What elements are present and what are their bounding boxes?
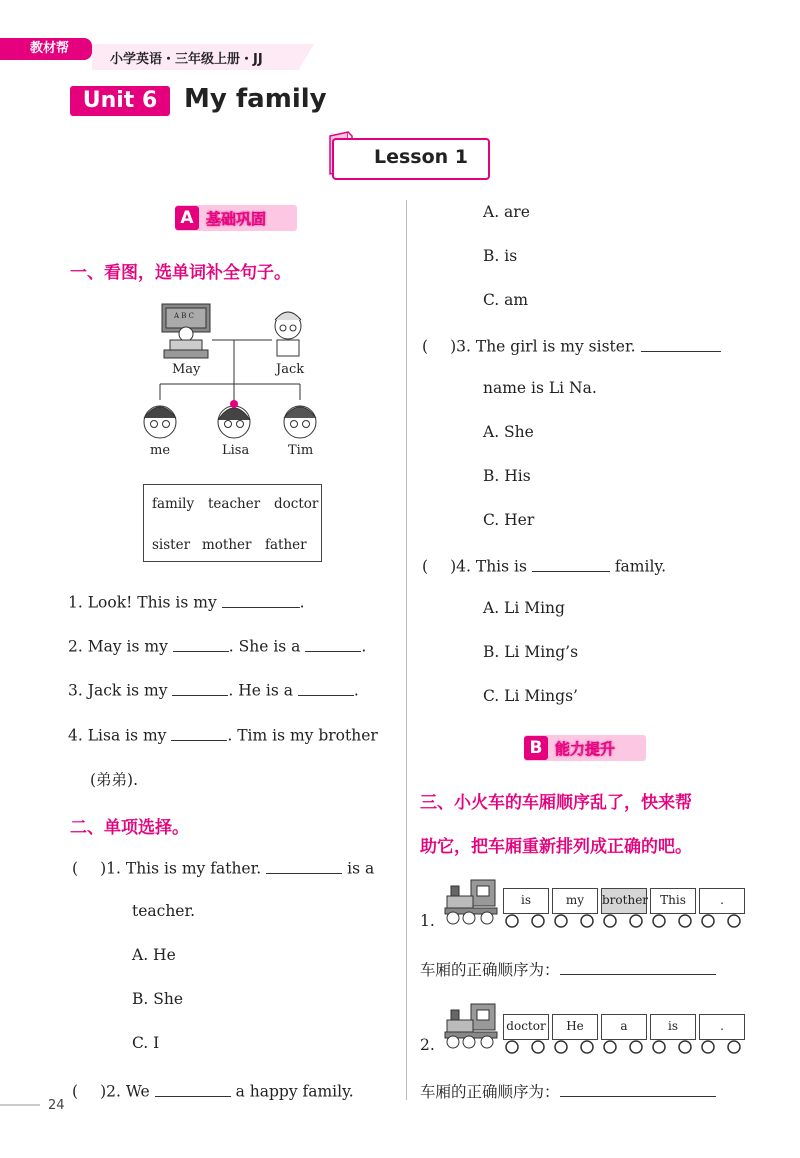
section-a-letter: A	[175, 206, 199, 230]
train-1-answer: 车厢的正确顺序为：	[420, 958, 716, 980]
label-tim: Tim	[288, 443, 314, 458]
train-2-number: 2.	[420, 1036, 435, 1054]
answer-blank[interactable]	[532, 555, 610, 572]
p1-question-3: 3. Jack is my . He is a .	[68, 679, 359, 700]
section-a-label: 基础巩固	[206, 210, 267, 228]
train-car[interactable]: brother	[601, 888, 647, 914]
answer-blank[interactable]	[173, 635, 229, 652]
option[interactable]: A. He	[132, 946, 176, 964]
option[interactable]: B. His	[483, 467, 531, 485]
column-divider	[406, 200, 407, 1100]
locomotive-icon	[443, 1002, 499, 1050]
option[interactable]: B. She	[132, 990, 184, 1008]
board-text: A B C	[174, 312, 195, 320]
answer-paren[interactable]	[78, 1081, 100, 1097]
word: teacher	[208, 496, 261, 512]
train-wheels	[500, 1038, 750, 1056]
word: sister	[152, 537, 191, 553]
option[interactable]: C. Li Mings’	[483, 687, 578, 705]
answer-blank[interactable]	[266, 857, 342, 874]
train-car[interactable]: This	[650, 888, 696, 914]
train-car[interactable]: He	[552, 1014, 598, 1040]
locomotive-icon	[443, 878, 499, 926]
answer-blank[interactable]	[305, 635, 361, 652]
option[interactable]: C. am	[483, 291, 529, 309]
p2-question-3: ( )3. The girl is my sister.	[422, 335, 721, 356]
answer-blank[interactable]	[560, 1081, 716, 1098]
answer-blank[interactable]	[155, 1080, 231, 1097]
option[interactable]: C. I	[132, 1034, 160, 1052]
part3-heading-line1: 三、小火车的车厢顺序乱了，快来帮	[420, 793, 692, 813]
p1-question-4: 4. Lisa is my . Tim is my brother	[68, 724, 378, 745]
part2-heading: 二、单项选择。	[70, 818, 189, 838]
p2-question-3-cont: name is Li Na.	[483, 379, 597, 397]
answer-blank[interactable]	[222, 591, 300, 608]
answer-blank[interactable]	[641, 335, 721, 352]
p2-question-2: ( )2. We a happy family.	[72, 1080, 354, 1101]
train-car[interactable]: is	[650, 1014, 696, 1040]
p1-question-2: 2. May is my . She is a .	[68, 635, 366, 656]
page-number: 24	[48, 1098, 65, 1113]
train-car[interactable]: is	[503, 888, 549, 914]
word: family	[152, 496, 195, 512]
label-me: me	[150, 443, 171, 458]
section-b-letter: B	[524, 736, 548, 760]
train-wheels	[500, 912, 750, 930]
label-may: May	[172, 362, 201, 377]
option[interactable]: B. is	[483, 247, 518, 265]
train-car[interactable]: a	[601, 1014, 647, 1040]
p2-question-4: ( )4. This is family.	[422, 555, 666, 576]
unit-badge: Unit 6	[70, 86, 170, 116]
p2-question-1: ( )1. This is my father. is a	[72, 857, 374, 878]
word: doctor	[274, 496, 319, 512]
lesson-title: Lesson 1	[374, 146, 469, 168]
answer-blank[interactable]	[560, 959, 716, 976]
unit-title: My family	[184, 84, 327, 114]
word: father	[265, 537, 307, 553]
brand-tag: 教材帮	[0, 38, 92, 60]
answer-paren[interactable]	[428, 556, 450, 572]
train-car[interactable]: .	[699, 888, 745, 914]
train-car[interactable]: doctor	[503, 1014, 549, 1040]
option[interactable]: C. Her	[483, 511, 535, 529]
train-1-number: 1.	[420, 912, 435, 930]
label-jack: Jack	[276, 362, 305, 377]
part1-heading: 一、看图，选单词补全句子。	[70, 263, 291, 283]
p1-question-4-cont: (弟弟).	[90, 771, 139, 789]
label-lisa: Lisa	[222, 443, 250, 458]
train-car[interactable]: .	[699, 1014, 745, 1040]
answer-blank[interactable]	[298, 679, 354, 696]
answer-paren[interactable]	[78, 858, 100, 874]
option[interactable]: A. are	[483, 203, 530, 221]
book-title: 小学英语・三年级上册・JJ	[110, 52, 263, 67]
word-box	[143, 484, 322, 562]
footer-rule	[0, 1104, 40, 1106]
answer-blank[interactable]	[171, 724, 227, 741]
part3-heading-line2: 助它，把车厢重新排列成正确的吧。	[420, 837, 692, 857]
word: mother	[202, 537, 252, 553]
train-2-answer: 车厢的正确顺序为：	[420, 1080, 716, 1102]
answer-paren[interactable]	[428, 336, 450, 352]
answer-blank[interactable]	[172, 679, 228, 696]
p2-question-1-cont: teacher.	[132, 902, 196, 920]
option[interactable]: B. Li Ming’s	[483, 643, 579, 661]
option[interactable]: A. She	[483, 423, 534, 441]
p1-question-1: 1. Look! This is my .	[68, 591, 305, 612]
section-b-label: 能力提升	[555, 740, 616, 758]
option[interactable]: A. Li Ming	[483, 599, 565, 617]
train-car[interactable]: my	[552, 888, 598, 914]
